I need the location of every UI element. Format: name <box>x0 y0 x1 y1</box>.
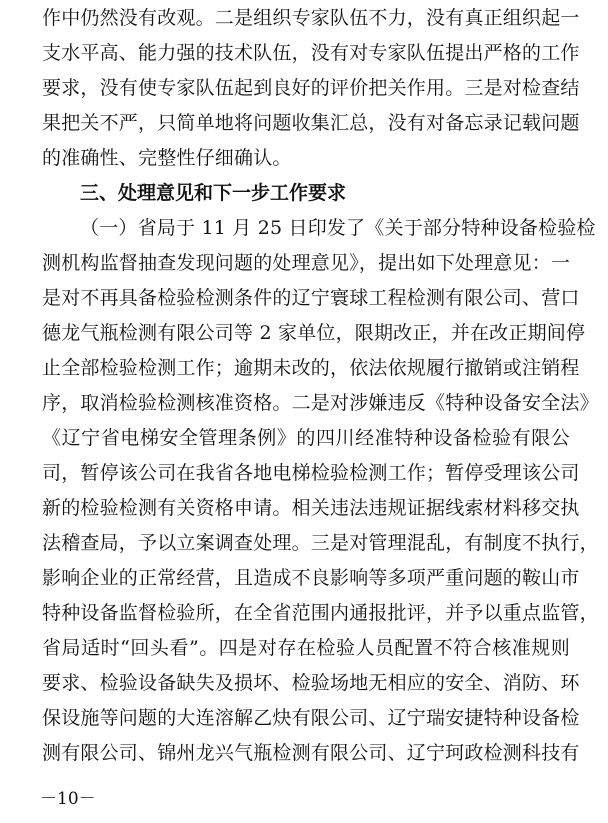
body-text-line: （一）省局于 11 月 25 日印发了《关于部分特种设备检验检 <box>80 217 596 239</box>
body-text-line: 止全部检验检测工作；逾期未改的，依法依规履行撤销或注销程 <box>42 357 580 379</box>
body-text-line: 果把关不严，只简单地将问题收集汇总，没有对备忘录记载问题 <box>42 112 580 134</box>
body-text-line: 测机构监督抽查发现问题的处理意见》，提出如下处理意见：一 <box>42 252 571 274</box>
body-text-line: 支水平高、能力强的技术队伍，没有对专家队伍提出严格的工作 <box>42 42 580 64</box>
body-text-line: 保设施等问题的大连溶解乙炔有限公司、辽宁瑞安捷特种设备检 <box>42 707 580 729</box>
body-text-line: 影响企业的正常经营，且造成不良影响等多项严重问题的鞍山市 <box>42 567 580 589</box>
body-text-line: 省局适时“回头看”。四是对存在检验人员配置不符合核准规则 <box>42 637 570 659</box>
body-text-line: 序，取消检验检测核准资格。二是对涉嫌违反《特种设备安全法》 <box>42 392 599 414</box>
body-text-line: 测有限公司、锦州龙兴气瓶检测有限公司、辽宁珂政检测科技有 <box>42 742 580 764</box>
body-text-line: 《辽宁省电梯安全管理条例》的四川经准特种设备检验有限公 <box>42 427 570 449</box>
body-text-line: 特种设备监督检验所，在全省范围内通报批评，并予以重点监管， <box>42 602 599 624</box>
body-text-line: 的准确性、完整性仔细确认。 <box>42 147 292 169</box>
body-text-line: 德龙气瓶检测有限公司等 2 家单位，限期改正，并在改正期间停 <box>42 322 586 344</box>
body-text-line: 法稽查局，予以立案调查处理。三是对管理混乱，有制度不执行， <box>42 532 599 554</box>
body-text-line: 要求，没有使专家队伍起到良好的评价把关作用。三是对检查结 <box>42 77 580 99</box>
body-text-line: 新的检验检测有关资格申请。相关违法违规证据线索材料移交执 <box>42 497 580 519</box>
body-text-line: 作中仍然没有改观。二是组织专家队伍不力，没有真正组织起一 <box>42 7 580 29</box>
body-text-line: 要求、检验设备缺失及损坏、检验场地无相应的安全、消防、环 <box>42 672 580 694</box>
body-text-line: 是对不再具备检验检测条件的辽宁寰球工程检测有限公司、营口 <box>42 287 580 309</box>
page-number: －10－ <box>40 789 96 809</box>
section-heading: 三、处理意见和下一步工作要求 <box>80 182 347 204</box>
body-text-line: 司，暂停该公司在我省各地电梯检验检测工作；暂停受理该公司 <box>42 462 580 484</box>
